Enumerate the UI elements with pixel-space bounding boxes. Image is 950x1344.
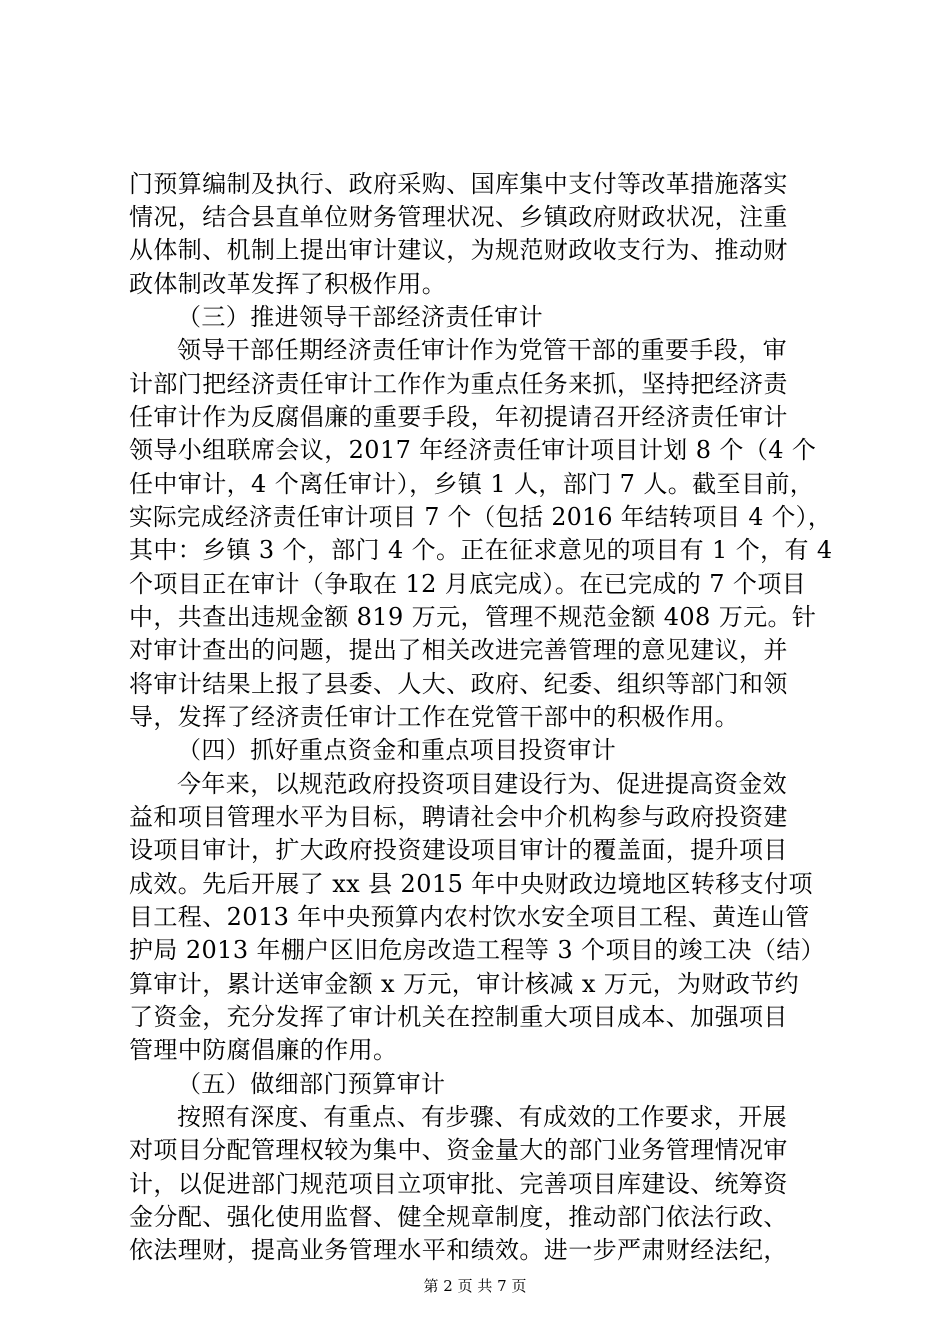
body-text-line: 实际完成经济责任审计项目 7 个（包括 2016 年结转项目 4 个）， [129,503,832,531]
body-text-line: 按照有深度、有重点、有步骤、有成效的工作要求，开展 [177,1103,787,1131]
body-text-line: 任中审计，4 个离任审计），乡镇 1 人，部门 7 人。截至目前， [129,470,815,498]
body-text-line: 对审计查出的问题，提出了相关改进完善管理的意见建议，并 [129,636,788,664]
body-text-line: 管理中防腐倡廉的作用。 [129,1036,398,1064]
body-text-line: 算审计，累计送审金额 x 万元，审计核减 x 万元，为财政节约 [129,970,799,998]
body-text-line: 设项目审计，扩大政府投资建设项目审计的覆盖面，提升项目 [129,836,788,864]
body-text-line: 依法理财，提高业务管理水平和绩效。进一步严肃财经法纪， [129,1236,788,1264]
body-text-line: 将审计结果上报了县委、人大、政府、纪委、组织等部门和领 [129,670,788,698]
body-text-line: 今年来，以规范政府投资项目建设行为、促进提高资金效 [177,770,787,798]
body-text-line: 导，发挥了经济责任审计工作在党管干部中的积极作用。 [129,703,739,731]
body-text-line: 个项目正在审计（争取在 12 月底完成）。在已完成的 7 个项目 [129,570,807,598]
body-text-line: 情况，结合县直单位财务管理状况、乡镇政府财政状况，注重 [129,203,788,231]
body-text-line: 了资金，充分发挥了审计机关在控制重大项目成本、加强项目 [129,1003,788,1031]
body-text-line: 中，共查出违规金额 819 万元，管理不规范金额 408 万元。针 [129,603,817,631]
body-text-line: 门预算编制及执行、政府采购、国库集中支付等改革措施落实 [129,170,788,198]
body-text-line: 任审计作为反腐倡廉的重要手段，年初提请召开经济责任审计 [129,403,788,431]
body-text-line: 护局 2013 年棚户区旧危房改造工程等 3 个项目的竣工决（结） [129,936,826,964]
section-heading: （五）做细部门预算审计 [177,1070,446,1098]
section-heading: （三）推进领导干部经济责任审计 [177,303,543,331]
body-text-line: 计，以促进部门规范项目立项审批、完善项目库建设、统筹资 [129,1170,788,1198]
body-text-line: 目工程、2013 年中央预算内农村饮水安全项目工程、黄连山管 [129,903,810,931]
body-text-line: 对项目分配管理权较为集中、资金量大的部门业务管理情况审 [129,1136,788,1164]
body-text-line: 从体制、机制上提出审计建议，为规范财政收支行为、推动财 [129,236,788,264]
section-heading: （四）抓好重点资金和重点项目投资审计 [177,736,617,764]
page-number-footer: 第 2 页 共 7 页 [423,1277,527,1295]
body-text-line: 政体制改革发挥了积极作用。 [129,270,447,298]
body-text-line: 计部门把经济责任审计工作作为重点任务来抓，坚持把经济责 [129,370,788,398]
body-text-line: 领导干部任期经济责任审计作为党管干部的重要手段，审 [177,336,787,364]
body-text-line: 益和项目管理水平为目标，聘请社会中介机构参与政府投资建 [129,803,788,831]
body-text-line: 其中：乡镇 3 个，部门 4 个。正在征求意见的项目有 1 个，有 4 [129,536,833,564]
body-text-line: 金分配、强化使用监督、健全规章制度，推动部门依法行政、 [129,1203,788,1231]
body-text-line: 领导小组联席会议，2017 年经济责任审计项目计划 8 个（4 个 [129,436,817,464]
body-text-line: 成效。先后开展了 xx 县 2015 年中央财政边境地区转移支付项 [129,870,813,898]
